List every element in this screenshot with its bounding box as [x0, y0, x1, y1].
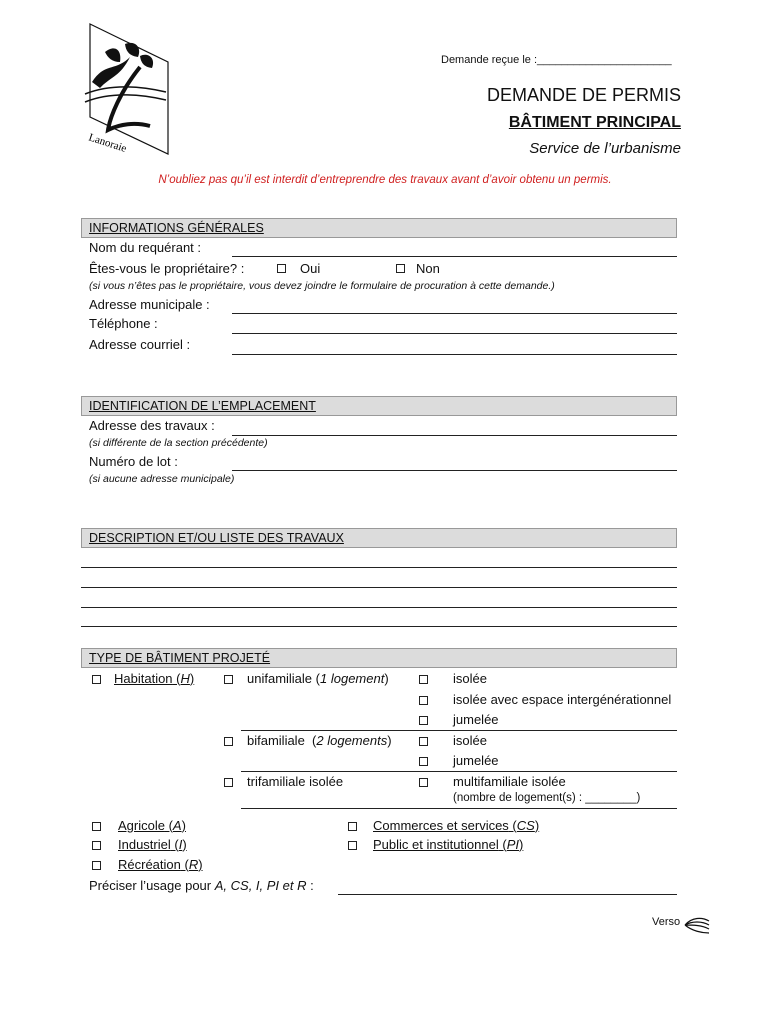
email-field[interactable] — [232, 354, 677, 355]
uni-jumelee-checkbox[interactable] — [419, 716, 428, 725]
received-date: Demande reçue le :______________________ — [441, 54, 672, 66]
multifamiliale-checkbox[interactable] — [419, 778, 428, 787]
description-line-4[interactable] — [81, 626, 677, 627]
divider-tri — [241, 808, 677, 809]
unifamiliale-checkbox[interactable] — [224, 675, 233, 684]
owner-no-checkbox[interactable] — [396, 264, 405, 273]
requester-label: Nom du requérant : — [89, 240, 202, 255]
multifamiliale-label: multifamiliale isolée — [453, 774, 566, 789]
commerces-checkbox[interactable] — [348, 822, 357, 831]
lot-note: (si aucune adresse municipale) — [89, 473, 235, 485]
habitation-checkbox[interactable] — [92, 675, 101, 684]
owner-yes-label: Oui — [300, 261, 321, 276]
unifamiliale-label: unifamiliale (1 logement) — [247, 671, 389, 686]
uni-isolee-checkbox[interactable] — [419, 675, 428, 684]
industriel-label: Industriel (I) — [118, 837, 187, 852]
section-general-heading: INFORMATIONS GÉNÉRALES — [81, 218, 677, 238]
owner-question: Êtes-vous le propriétaire? : — [89, 261, 245, 276]
lot-label: Numéro de lot : — [89, 454, 178, 469]
email-label: Adresse courriel : — [89, 337, 191, 352]
uni-isolee-inter-checkbox[interactable] — [419, 696, 428, 705]
address-label: Adresse municipale : — [89, 297, 210, 312]
warning-text: N’oubliez pas qu’il est interdit d’entreprendre des travaux avant d’avoir obtenu un permis. — [158, 174, 612, 186]
divider-uni — [241, 730, 677, 731]
page-title: DEMANDE DE PERMIS — [486, 85, 681, 105]
phone-field[interactable] — [232, 333, 677, 334]
section-location-heading: IDENTIFICATION DE L’EMPLACEMENT — [81, 396, 677, 416]
work-address-label: Adresse des travaux : — [89, 418, 215, 433]
public-checkbox[interactable] — [348, 841, 357, 850]
industriel-checkbox[interactable] — [92, 841, 101, 850]
page-subtitle: BÂTIMENT PRINCIPAL — [508, 114, 681, 131]
owner-no-label: Non — [416, 261, 440, 276]
agricole-label: Agricole (A) — [118, 818, 186, 833]
trifamiliale-checkbox[interactable] — [224, 778, 233, 787]
work-address-field[interactable] — [232, 435, 677, 436]
bi-isolee-label: isolée — [453, 733, 487, 748]
bifamiliale-checkbox[interactable] — [224, 737, 233, 746]
description-line-3[interactable] — [81, 607, 677, 608]
preciser-label: Préciser l’usage pour A, CS, I, PI et R : — [89, 878, 314, 893]
verso-label: Verso — [652, 916, 681, 928]
work-address-note: (si différente de la section précédente) — [89, 437, 268, 449]
requester-field[interactable] — [232, 256, 677, 257]
bifamiliale-label: bifamiliale (2 logements) — [247, 733, 392, 748]
municipality-logo — [80, 22, 170, 162]
description-line-2[interactable] — [81, 587, 677, 588]
preciser-field[interactable] — [338, 894, 677, 895]
bi-jumelee-checkbox[interactable] — [419, 757, 428, 766]
bi-isolee-checkbox[interactable] — [419, 737, 428, 746]
bi-jumelee-label: jumelée — [453, 753, 499, 768]
phone-label: Téléphone : — [89, 316, 158, 331]
habitation-label: Habitation (H) — [114, 671, 195, 686]
description-line-1[interactable] — [81, 567, 677, 568]
section-description-heading: DESCRIPTION ET/OU LISTE DES TRAVAUX — [81, 528, 677, 548]
agricole-checkbox[interactable] — [92, 822, 101, 831]
service-name: Service de l’urbanisme — [529, 140, 681, 157]
recreation-label: Récréation (R) — [118, 857, 203, 872]
multi-note: (nombre de logement(s) : ________) — [453, 792, 641, 804]
trifamiliale-label: trifamiliale isolée — [247, 774, 344, 789]
public-label: Public et institutionnel (PI) — [373, 837, 524, 852]
owner-yes-checkbox[interactable] — [277, 264, 286, 273]
commerces-label: Commerces et services (CS) — [373, 818, 540, 833]
uni-isolee-label: isolée — [453, 671, 487, 686]
uni-jumelee-label: jumelée — [453, 712, 499, 727]
logo-text: Lanoraie — [87, 131, 128, 155]
owner-note: (si vous n’êtes pas le propriétaire, vous devez joindre le formulaire de procuration à cette demande.) — [89, 280, 555, 292]
divider-bi — [241, 771, 677, 772]
lot-field[interactable] — [232, 470, 677, 471]
page-turn-icon[interactable] — [684, 915, 710, 940]
recreation-checkbox[interactable] — [92, 861, 101, 870]
uni-isolee-inter-label: isolée avec espace intergénérationnel — [453, 692, 672, 707]
address-field[interactable] — [232, 313, 677, 314]
section-building-heading: TYPE DE BÂTIMENT PROJETÉ — [81, 648, 677, 668]
